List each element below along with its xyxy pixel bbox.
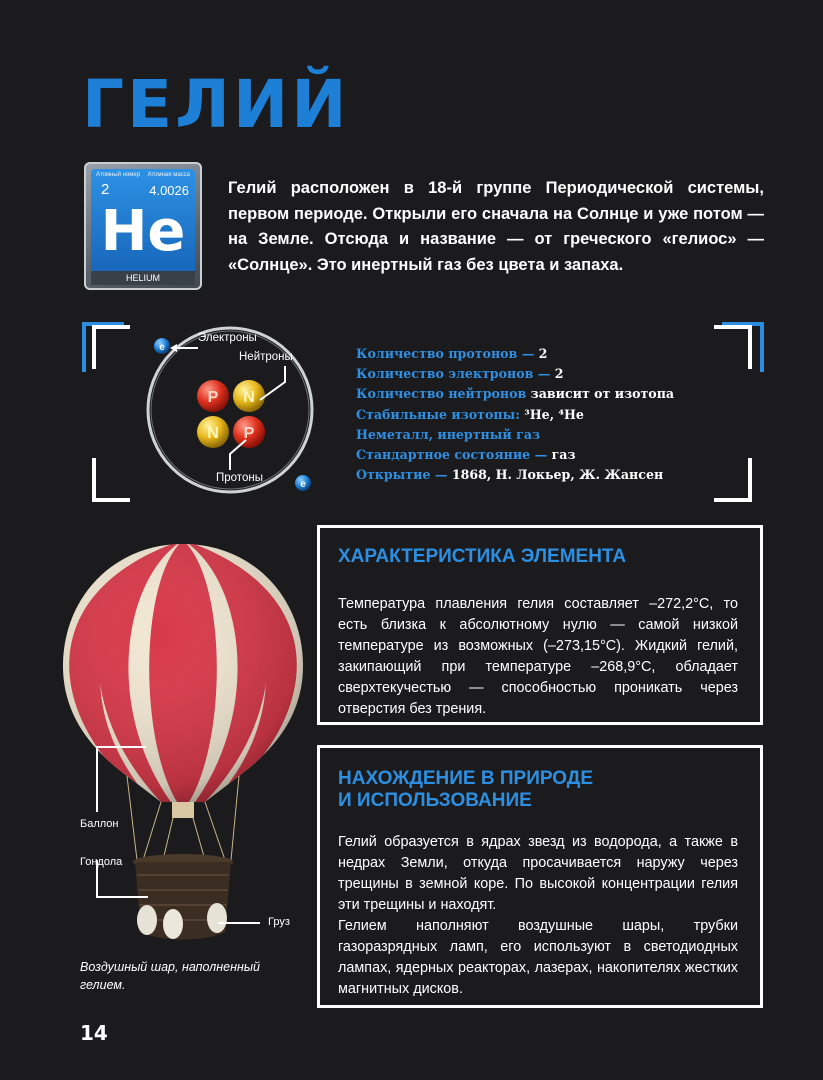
hot-air-balloon-image: [55, 540, 310, 950]
fact-value: ³He, ⁴He: [524, 406, 584, 422]
gondola-label: Гондола: [80, 856, 123, 868]
fact-value: зависит от изотопа: [530, 386, 675, 402]
balloon-pointer-v: [96, 746, 98, 812]
nature-text-1: Гелий образуется в ядрах звезд из водорода, а также в недрах Земли, откуда просачивается наружу через трещины в земной коре. По высокой концентрации гелия эти трещины и находят.: [338, 834, 738, 913]
electron-symbol-2: e: [300, 479, 306, 490]
sandbag-left: [137, 905, 157, 935]
fact-line: [356, 364, 674, 384]
fact-line: [356, 465, 674, 485]
fact-line: [356, 384, 674, 404]
atomic-mass-label: Атомная масса: [147, 172, 190, 178]
sandbag-right: [207, 903, 227, 933]
frame-corner-top-right: [714, 325, 752, 369]
atomic-number-label: Атомный номер: [96, 172, 141, 178]
characteristics-heading: ХАРАКТЕРИСТИКА ЭЛЕМЕНТА: [338, 546, 627, 567]
fact-key: Количество электронов —: [356, 366, 555, 382]
element-tile-face: [91, 169, 195, 283]
cargo-label: Груз: [268, 916, 290, 928]
frame-corner-bottom-right: [714, 458, 752, 502]
fact-key: Количество нейтронов: [356, 386, 531, 402]
fact-key: Открытие —: [356, 467, 452, 483]
nature-heading-line2: И ИСПОЛЬЗОВАНИЕ: [338, 790, 532, 811]
atomic-number: 2: [101, 181, 110, 198]
electrons-label: Электроны: [198, 332, 257, 344]
fact-key: Неметалл, инертный газ: [356, 426, 541, 442]
electron-symbol-1: e: [159, 342, 165, 353]
fact-line: [356, 425, 674, 445]
page-title: ГЕЛИЙ: [82, 66, 350, 143]
proton-symbol-1: P: [207, 389, 219, 406]
balloon-pointer-h: [96, 746, 146, 748]
fact-value: 2: [554, 366, 564, 382]
neutron-symbol-2: N: [207, 425, 219, 442]
cargo-pointer-h: [218, 922, 260, 924]
fact-line: [356, 405, 674, 425]
proton-symbol-2: P: [243, 425, 255, 442]
intro-paragraph: Гелий расположен в 18-й группе Периодической системы, первом периоде. Открыли его сначала на Солнце и уже потом — на Земле. Отсюда и название — от греческого «гелиос» — «Солнце». Это инертный газ без цвета и запаха.: [228, 179, 764, 274]
element-name: HELIUM: [91, 271, 195, 285]
fact-value: газ: [551, 447, 576, 463]
neutron-symbol-1: N: [243, 389, 255, 406]
fact-line: [356, 445, 674, 465]
fact-key: Стабильные изотопы:: [356, 406, 525, 422]
sandbag-middle: [163, 909, 183, 939]
fact-key: Стандартное состояние —: [356, 447, 552, 463]
nature-usage-heading: [338, 768, 738, 812]
neutrons-label: Нейтроны: [239, 351, 293, 363]
fact-value: 1868, Н. Локьер, Ж. Жансен: [451, 467, 664, 483]
page-number: 14: [80, 1021, 108, 1045]
characteristics-panel: [317, 525, 763, 725]
fact-value: 2: [538, 346, 548, 361]
gondola-pointer-h: [96, 896, 148, 898]
fact-key: Количество протонов —: [356, 346, 539, 361]
image-caption: Воздушный шар, наполненный гелием.: [80, 960, 260, 992]
characteristics-text: Температура плавления гелия составляет –272,2°С, то есть близка к абсолютному нулю — самой низкой температуре из возможных (–273,15°С). Жидкий гелий, закипающий при температуре –268,9°С, обладает сверхтекучестью — способностью проникать через отверстия без трения.: [338, 596, 738, 717]
balloon-envelope: [55, 540, 310, 810]
balloon-label: Баллон: [80, 818, 119, 830]
nature-heading-line1: НАХОЖДЕНИЕ В ПРИРОДЕ: [338, 768, 594, 789]
element-facts: [356, 344, 674, 485]
nature-text-2: Гелием наполняют воздушные шары, трубки газоразрядных ламп, его используют в светодиодных лампах, ядерных реакторах, лазерах, накопителях жестких магнитных дисков.: [338, 918, 738, 997]
protons-label: Протоны: [216, 472, 263, 484]
element-symbol: He: [100, 199, 186, 264]
atomic-mass: 4.0026: [149, 183, 189, 198]
fact-line: [356, 344, 674, 364]
balloon-neck: [172, 802, 194, 818]
element-tile: [84, 162, 202, 290]
nature-usage-panel: [317, 745, 763, 1008]
